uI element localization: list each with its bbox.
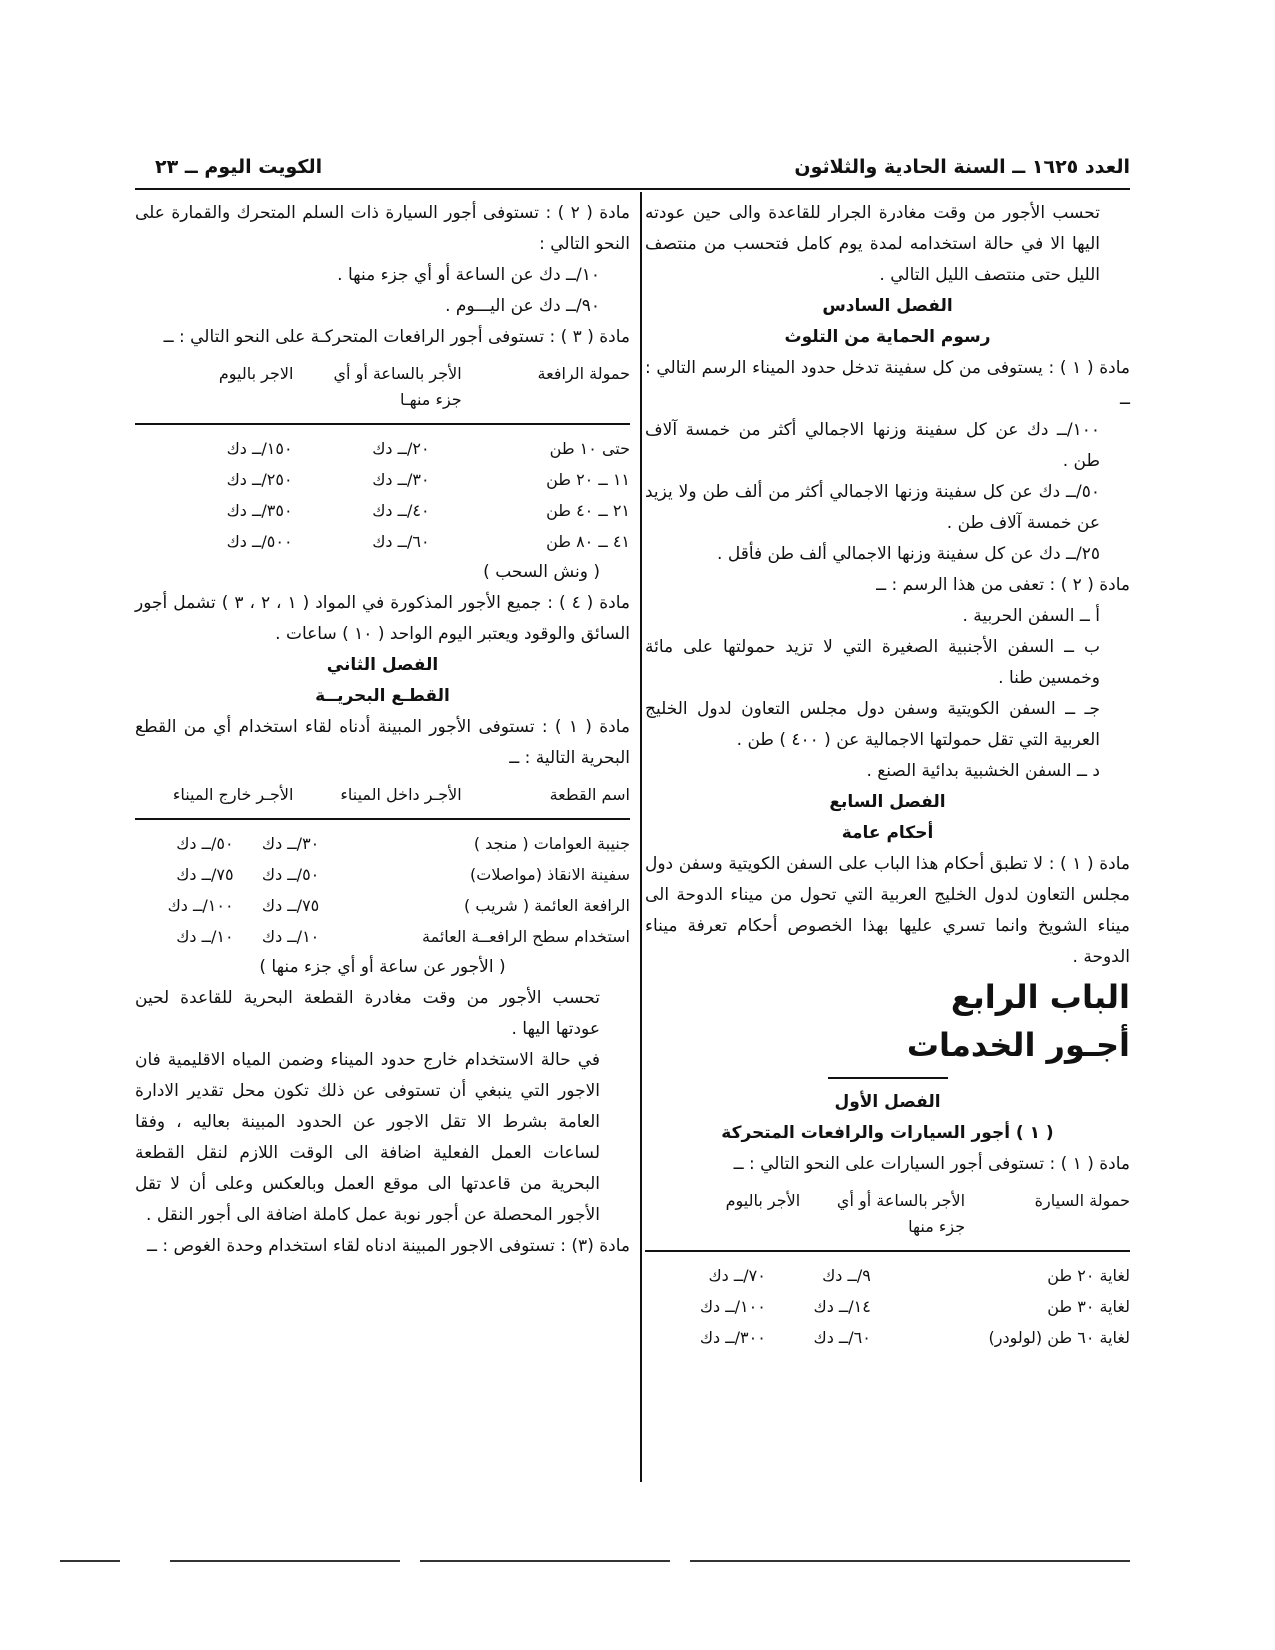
diving-article: مادة (٣) : تستوفى الاجور المبينة ادناه لقاء استخدام وحدة الغوص : ــ (147, 1236, 630, 1256)
table-cell: ١١ ــ ٢٠ طن (546, 470, 630, 489)
footer-dash (420, 1560, 670, 1562)
table-cell: ١٠٠/ــ دك (167, 896, 234, 915)
table-cell: سفينة الانقاذ (مواصلات) (470, 865, 630, 884)
section6-subtitle: رسوم الحماية من التلوث (784, 327, 991, 347)
table-row (135, 828, 630, 859)
table-cell: ١٠/ــ دك (176, 927, 234, 946)
table-cell: ٤٠/ــ دك (372, 501, 430, 520)
table-row (645, 1291, 1130, 1322)
section7-subtitle: أحكام عامة (841, 823, 934, 843)
s6-article2: مادة ( ٢ ) : تعفى من هذا الرسم : ــ (876, 575, 1130, 595)
cranes-header-hour: الأجر بالساعة أو أي جزء منهـا (333, 364, 462, 409)
table-row (645, 1322, 1130, 1353)
table-cell: ١٠/ــ دك (261, 927, 320, 946)
table-cell: ٤١ ــ ٨٠ طن (546, 532, 630, 551)
title-rule (828, 1077, 948, 1079)
table-cell: ٣٥٠/ــ دك (226, 501, 293, 520)
cars-header-load: حمولة السيارة (1034, 1191, 1130, 1210)
s6-article2-b: ب ــ السفن الأجنبية الصغيرة التي لا تزيد حمولتها على مائة وخمسين طنا . (645, 637, 1100, 688)
intro-paragraph: تحسب الأجور من وقت مغادرة الجرار للقاعدة والى حين عودته اليها الا في حالة استخدامه لمدة يوم كامل فتحسب من منتصف الليل حتى منتصف الليل التالي . (645, 203, 1100, 285)
s6-article1-c: ٢٥/ــ دك عن كل سفينة وزنها الاجمالي ألف طن فأقل . (717, 544, 1100, 564)
table-cell: ٦٠/ــ دك (813, 1328, 871, 1347)
table-cell: لغاية ٦٠ طن (لولودر) (988, 1328, 1130, 1347)
part4-title: الباب الرابع (950, 978, 1130, 1016)
table-row (135, 859, 630, 890)
ch2-subtitle: القطـع البحريــة (315, 686, 450, 706)
ch2-title: الفصل الثاني (326, 655, 439, 675)
table-row (135, 464, 630, 495)
table-cell: ٥٠/ــ دك (176, 834, 234, 853)
winch-note: ( ونش السحب ) (483, 562, 600, 582)
cranes-header-load: حمولة الرافعة (537, 364, 630, 383)
s6-article2-d: د ــ السفن الخشبية بدائية الصنع . (866, 761, 1100, 781)
s7-article1: مادة ( ١ ) : لا تطبق أحكام هذا الباب على السفن الكويتية وسفن دول مجلس التعاون لدول الخليج العربية التي تحول من ميناء الدوحة الى ميناء الشويخ وانما تسري عليها بهذا الخصوص أحكام تعرفة ميناء الدوحة . (645, 854, 1130, 967)
section7-title: الفصل السابع (829, 792, 946, 812)
cars-table-header (645, 1188, 1130, 1252)
boats-table-header (135, 782, 630, 820)
column-divider (640, 192, 642, 1482)
table-cell: ٣٠/ــ دك (261, 834, 320, 853)
footer-dash (690, 1560, 1130, 1562)
paragraph-2: في حالة الاستخدام خارج حدود الميناء وضمن المياه الاقليمية فان الاجور التي ينبغي أن تستوفى عن ذلك تكون محل تقدير الادارة العامة بشرط الا تقل الاجور عن الحدود المبينة بعاليه ، وفقا لساعات العمل الفعلية اضافة الى الوقت اللازم لنقل القطعة البحرية من قاعدتها الى موقع العمل وبالعكس وعلى أن لا تقل الأجور المحصلة عن أجور نوبة عمل كاملة اضافة الى أجور النقل . (135, 1050, 600, 1225)
section6-title: الفصل السادس (822, 296, 953, 316)
s6-article1-a: ١٠٠/ــ دك عن كل سفينة وزنها الاجمالي أكثر من خمسة آلاف طن . (645, 420, 1100, 471)
table-cell: جنيبة العوامات ( منجد ) (473, 834, 630, 853)
table-cell: استخدام سطح الرافعــة العائمة (422, 927, 630, 946)
ch1-title: الفصل الأول (834, 1092, 941, 1112)
footer-rule (60, 1560, 1130, 1562)
c1-article1: مادة ( ١ ) : تستوفى أجور السيارات على النحو التالي : ــ (733, 1154, 1130, 1174)
cars-header-hour: الأجر بالساعة أو أي جزء منها (836, 1191, 966, 1236)
table-cell: ٢٥٠/ــ دك (226, 470, 293, 489)
ch1-subtitle: ( ١ ) أجور السيارات والرافعات المتحركة (721, 1123, 1054, 1143)
table-cell: ٧٠/ــ دك (708, 1266, 766, 1285)
table-cell: ٩/ــ دك (822, 1266, 871, 1285)
s6-article1-b: ٥٠/ــ دك عن كل سفينة وزنها الاجمالي أكثر من ألف طن ولا يزيد عن خمسة آلاف طن . (645, 482, 1100, 533)
table-cell: لغاية ٣٠ طن (1047, 1297, 1130, 1316)
table-cell: ٢١ ــ ٤٠ طن (546, 501, 630, 520)
s6-article2-a: أ ــ السفن الحربية . (962, 606, 1100, 626)
boats-header-name: اسم القطعة (549, 785, 630, 804)
table-cell: ٢٠/ــ دك (372, 439, 430, 458)
footer-dash (60, 1560, 120, 1562)
table-cell: ٧٥/ــ دك (261, 896, 320, 915)
table-cell: ٣٠/ــ دك (372, 470, 430, 489)
cars-table (645, 1260, 1130, 1353)
table-cell: ١٥٠/ــ دك (226, 439, 293, 458)
table-cell: ٥٠/ــ دك (261, 865, 320, 884)
table-cell: ٣٠٠/ــ دك (699, 1328, 766, 1347)
table-row (135, 526, 630, 557)
table-row (135, 890, 630, 921)
cranes-table-header (135, 361, 630, 425)
table-cell: حتى ١٠ طن (549, 439, 630, 458)
left-column (135, 198, 630, 1262)
cranes-header-day: الاجر باليوم (218, 364, 294, 383)
s6-article1: مادة ( ١ ) : يستوفى من كل سفينة تدخل حدود الميناء الرسم التالي : ــ (645, 358, 1130, 409)
article2-b: ٩٠/ــ دك عن اليـــوم . (445, 296, 600, 316)
table-row (135, 433, 630, 464)
table-cell: لغاية ٢٠ طن (1047, 1266, 1130, 1285)
issue-info: العدد ١٦٢٥ ــ السنة الحادية والثلاثون (794, 156, 1130, 178)
article3: مادة ( ٣ ) : تستوفى أجور الرافعات المتحركـة على النحو التالي : ــ (163, 327, 630, 347)
table-cell: ١٠٠/ــ دك (699, 1297, 766, 1316)
c2-article1: مادة ( ١ ) : تستوفى الأجور المبينة أدناه لقاء استخدام أي من القطع البحرية التالية : ــ (135, 717, 630, 768)
table-cell: الرافعة العائمة ( شريب ) (464, 896, 630, 915)
table-row (135, 495, 630, 526)
table-cell: ٥٠٠/ــ دك (226, 532, 293, 551)
table-row (645, 1260, 1130, 1291)
right-column (645, 198, 1130, 1353)
boats-header-outside: الأجـر خارج الميناء (172, 785, 294, 804)
boats-table (135, 828, 630, 952)
table-cell: ٧٥/ــ دك (176, 865, 234, 884)
cranes-table (135, 433, 630, 557)
footer-dash (170, 1560, 400, 1562)
part4-subtitle: أجـور الخدمات (906, 1026, 1130, 1064)
table-row (135, 921, 630, 952)
gazette-page: الكويت اليوم ــ ٢٣ (155, 156, 323, 178)
paragraph-1: تحسب الأجور من وقت مغادرة القطعة البحرية للقاعدة لحين عودتها اليها . (135, 988, 600, 1039)
article2: مادة ( ٢ ) : تستوفى أجور السيارة ذات السلم المتحرك والقمارة على النحو التالي : (135, 203, 631, 254)
article4: مادة ( ٤ ) : جميع الأجور المذكورة في المواد ( ١ ، ٢ ، ٣ ) تشمل أجور السائق والوقود ويعتبر اليوم الواحد ( ١٠ ) ساعات . (135, 593, 631, 644)
boats-note: ( الأجور عن ساعة أو أي جزء منها ) (259, 957, 506, 977)
cars-header-day: الأجر باليوم (725, 1191, 801, 1210)
table-cell: ١٤/ــ دك (813, 1297, 871, 1316)
page-header (135, 152, 1130, 190)
boats-header-inside: الأجـر داخل الميناء (340, 785, 462, 804)
article2-a: ١٠/ــ دك عن الساعة أو أي جزء منها . (337, 265, 600, 285)
s6-article2-c: جـ ــ السفن الكويتية وسفن دول مجلس التعاون لدول الخليج العربية التي تقل حمولتها الاجمالية عن ( ٤٠٠ ) طن . (645, 699, 1100, 750)
table-cell: ٦٠/ــ دك (372, 532, 430, 551)
